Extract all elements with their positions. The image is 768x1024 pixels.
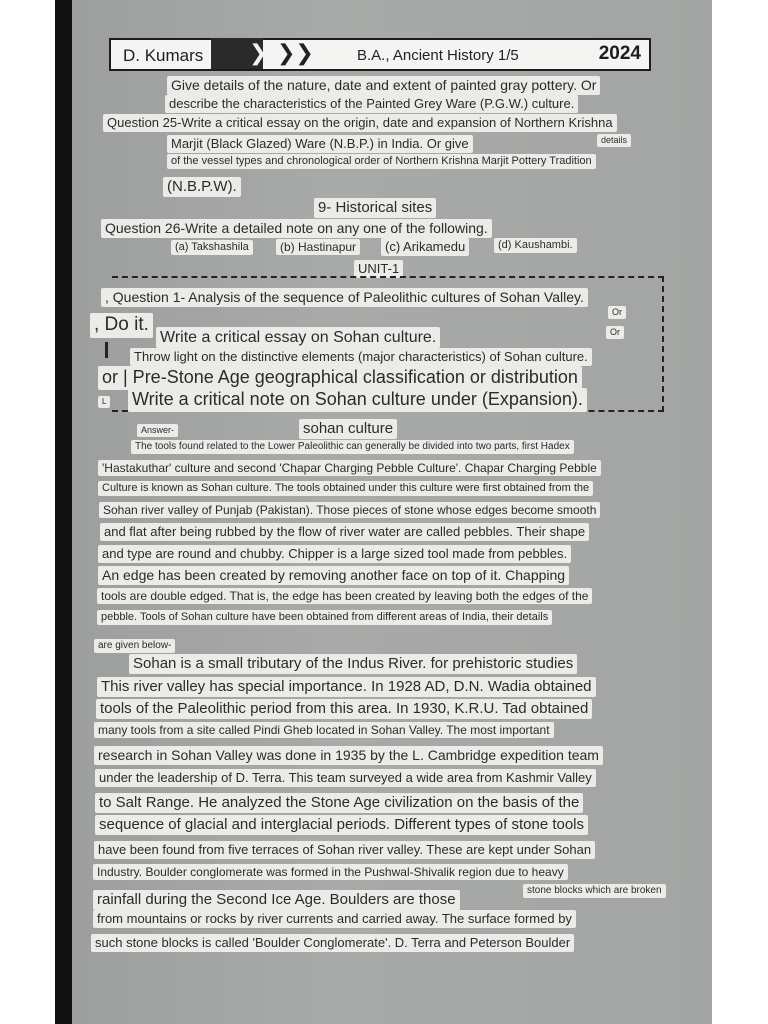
- text-line: Write a critical essay on Sohan culture.: [156, 327, 440, 348]
- course-title: B.A., Ancient History 1/5: [357, 47, 519, 64]
- binding-shadow: [55, 0, 72, 1024]
- paragraph-line: pebble. Tools of Sohan culture have been obtained from different areas of India, their details: [97, 610, 552, 625]
- paragraph-line: stone blocks which are broken: [523, 884, 666, 898]
- option-c: (c) Arikamedu: [381, 238, 469, 256]
- paragraph-line: 'Hastakuthar' culture and second 'Chapar Charging Pebble Culture'. Chapar Charging Pebble: [98, 460, 601, 476]
- option-d: (d) Kaushambi.: [494, 238, 577, 253]
- chevron-decoration-icon: ❯❯ ❯❯: [211, 38, 411, 71]
- section-heading: 9- Historical sites: [314, 198, 436, 218]
- text-line: L: [98, 396, 110, 408]
- paragraph-line: The tools found related to the Lower Paleolithic can generally be divided into two parts, first Hadex: [131, 440, 574, 454]
- text-line: (N.B.P.W).: [163, 177, 241, 197]
- answer-heading: sohan culture: [299, 419, 397, 439]
- paragraph-line: Industry. Boulder conglomerate was formed in the Pushwal-Shivalik region due to heavy: [93, 864, 568, 880]
- paragraph-line: to Salt Range. He analyzed the Stone Age civilization on the basis of the: [95, 793, 583, 813]
- text-line: Throw light on the distinctive elements (major characteristics) of Sohan culture.: [130, 348, 592, 366]
- paragraph-line: from mountains or rocks by river currents and carried away. The surface formed by: [93, 910, 576, 928]
- page-header: [109, 38, 651, 71]
- author-name: D. Kumars: [123, 46, 204, 65]
- paragraph-line: are given below-: [94, 639, 175, 653]
- text-line: or | Pre-Stone Age geographical classification or distribution: [98, 366, 582, 390]
- paragraph-line: Culture is known as Sohan culture. The tools obtained under this culture were first obtained from the: [98, 481, 593, 496]
- paragraph-line: Sohan river valley of Punjab (Pakistan). Those pieces of stone whose edges become smooth: [99, 502, 600, 518]
- text-line: Give details of the nature, date and extent of painted gray pottery. Or: [167, 76, 600, 95]
- text-line: Marjit (Black Glazed) Ware (N.B.P.) in India. Or give: [167, 135, 473, 153]
- paragraph-line: under the leadership of D. Terra. This team surveyed a wide area from Kashmir Valley: [95, 769, 596, 787]
- paragraph-line: and flat after being rubbed by the flow of river water are called pebbles. Their shape: [100, 523, 589, 541]
- paragraph-line: research in Sohan Valley was done in 1935 by the L. Cambridge expedition team: [94, 746, 603, 765]
- paragraph-line: rainfall during the Second Ice Age. Boulders are those: [93, 890, 460, 910]
- answer-label: Answer-: [137, 424, 178, 437]
- text-line: Write a critical note on Sohan culture under (Expansion).: [128, 388, 587, 412]
- paragraph-line: sequence of glacial and interglacial periods. Different types of stone tools: [95, 815, 588, 835]
- question-1: , Question 1- Analysis of the sequence of Paleolithic cultures of Sohan Valley.: [101, 288, 588, 307]
- text-line: of the vessel types and chronological order of Northern Krishna Marjit Pottery Tradition: [167, 154, 596, 169]
- paragraph-line: tools are double edged. That is, the edge has been created by leaving both the edges of the: [97, 588, 592, 604]
- paragraph-line: An edge has been created by removing another face on top of it. Chapping: [98, 566, 569, 585]
- unit-heading: UNIT-1: [354, 260, 403, 278]
- or-label: Or: [608, 306, 626, 319]
- paragraph-line: This river valley has special importance. In 1928 AD, D.N. Wadia obtained: [97, 677, 596, 697]
- year-label: 2024: [598, 43, 641, 64]
- paragraph-line: have been found from five terraces of Sohan river valley. These are kept under Sohan: [94, 841, 595, 859]
- paragraph-line: many tools from a site called Pindi Gheb located in Sohan Valley. The most important: [94, 722, 554, 738]
- question-26: Question 26-Write a detailed note on any one of the following.: [101, 219, 492, 238]
- paragraph-line: and type are round and chubby. Chipper is a large sized tool made from pebbles.: [98, 545, 571, 563]
- or-label: Or: [606, 326, 624, 339]
- text-line: details: [597, 134, 631, 147]
- paragraph-line: tools of the Paleolithic period from this area. In 1930, K.R.U. Tad obtained: [96, 699, 592, 719]
- question-25: Question 25-Write a critical essay on the origin, date and expansion of Northern Krishna: [103, 114, 617, 132]
- option-b: (b) Hastinapur: [276, 239, 360, 255]
- paragraph-line: Sohan is a small tributary of the Indus River. for prehistoric studies: [129, 654, 577, 674]
- page-margin: [712, 0, 768, 1024]
- text-line: , Do it.: [90, 313, 153, 338]
- paragraph-line: such stone blocks is called 'Boulder Conglomerate'. D. Terra and Peterson Boulder: [91, 934, 574, 952]
- text-line: describe the characteristics of the Painted Grey Ware (P.G.W.) culture.: [165, 95, 578, 113]
- option-a: (a) Takshashila: [171, 240, 253, 255]
